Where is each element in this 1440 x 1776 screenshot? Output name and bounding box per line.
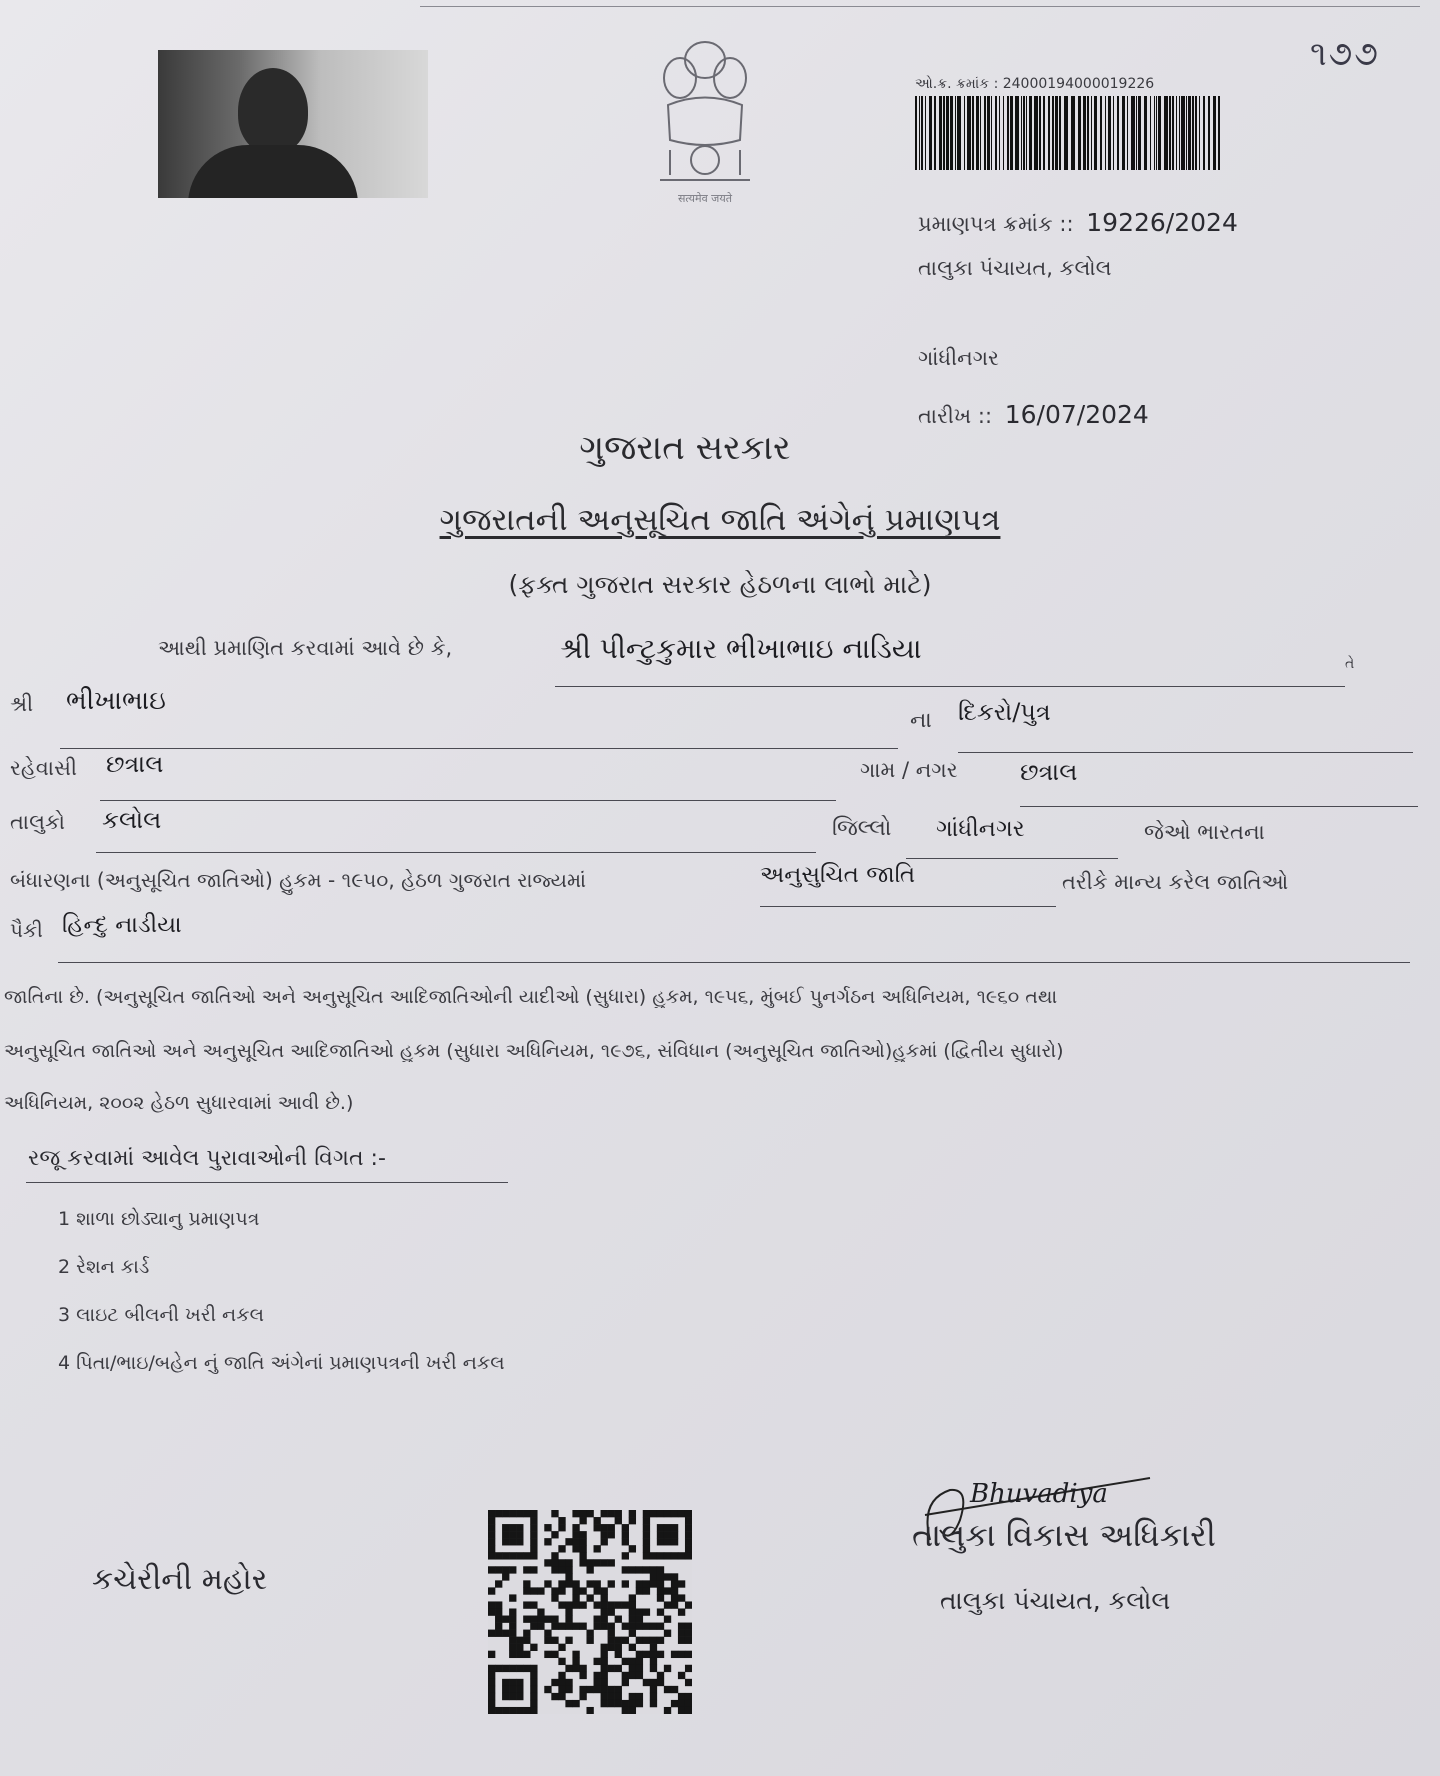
intro-text: આથી પ્રમાણિત કરવામાં આવે છે કે, bbox=[158, 636, 453, 660]
government-title: ગુજરાત સરકાર bbox=[579, 428, 791, 468]
svg-text:Bhuvadiya: Bhuvadiya bbox=[970, 1479, 1108, 1509]
qr-code-icon bbox=[488, 1510, 692, 1714]
category-value: અનુસુચિત જાતિ bbox=[760, 862, 916, 888]
office-seal-label: કચેરીની મહોર bbox=[92, 1562, 268, 1597]
legal-para-line-3: અધિનિયમ, ૨૦૦૨ હેઠળ સુધારવામાં આવી છે.) bbox=[4, 1092, 354, 1114]
certificate-no-label: પ્રમાણપત્ર ક્રમાંક :: bbox=[918, 212, 1074, 236]
taluka-label: તાલુકો bbox=[10, 810, 66, 834]
district-label: જિલ્લો bbox=[832, 816, 892, 841]
evidence-item-1: 1 શાળા છોડ્યાનુ પ્રમાણપત્ર bbox=[58, 1208, 260, 1230]
date-label: તારીખ :: bbox=[918, 404, 993, 428]
taluka-value: કલોલ bbox=[102, 806, 162, 834]
evidence-item-4: 4 પિતા/ભાઇ/બહેન નું જાતિ અંગેનાં પ્રમાણપત્રની ખરી નકલ bbox=[58, 1352, 505, 1374]
evidence-item-2: 2 રેશન કાર્ડ bbox=[58, 1256, 150, 1278]
applicant-name: શ્રી પીન્ટુકુમાર ભીખાભાઇ નાડિયા bbox=[560, 632, 922, 665]
resident-value: છત્રાલ bbox=[106, 750, 164, 778]
relation: દિકરો/પુત્ર bbox=[958, 698, 1051, 726]
barcode-label: ઓ.ક્ર. ક્રમાંક : 24000194000019226 bbox=[915, 76, 1155, 92]
caste-value: હિન્દુ નાડીયા bbox=[62, 912, 182, 938]
issuing-office: તાલુકા પંચાયત, કલોલ bbox=[918, 256, 1112, 280]
evidence-item-3: 3 લાઇટ બીલની ખરી નકલ bbox=[58, 1304, 264, 1326]
issue-date: 16/07/2024 bbox=[1004, 400, 1149, 429]
constitution-text: બંધારણના (અનુસૂચિત જાતિઓ) હુકમ - ૧૯૫૦, હેઠળ ગુજરાત રાજ્યમાં bbox=[10, 868, 586, 892]
barcode-icon bbox=[915, 96, 1225, 170]
page-number-stamp: ૧૭૭ bbox=[1310, 34, 1380, 74]
legal-para-line-2: અનુસૂચિત જાતિઓ અને અનુસૂચિત આદિજાતિઓ હુકમ (સુધારા અધિનિયમ, ૧૯૭૬, સંવિધાન (અનુસૂચિત જાતિઓ)હુકમાં (દ્વિતીય સુધારો) bbox=[4, 1040, 1064, 1062]
emblem-motto: सत्यमेव जयते bbox=[677, 192, 733, 205]
certificate-subtitle: (ફક્ત ગુજરાત સરકાર હેઠળના લાભો માટે) bbox=[508, 570, 932, 599]
te-text: તે bbox=[1345, 656, 1355, 672]
applicant-photo bbox=[158, 50, 428, 198]
father-name: ભીખાભાઇ bbox=[66, 686, 166, 716]
shri-label: શ્રી bbox=[10, 692, 34, 716]
na-label: ના bbox=[910, 708, 932, 733]
village-value: છત્રાલ bbox=[1020, 758, 1078, 786]
certificate-title: ગુજરાતની અનુસૂચિત જાતિ અંગેનું પ્રમાણપત્ર bbox=[439, 502, 1001, 538]
recognized-text: તરીકે માન્ય કરેલ જાતિઓ bbox=[1062, 870, 1289, 894]
top-edge-line bbox=[420, 6, 1420, 7]
village-label: ગામ / નગર bbox=[860, 758, 958, 782]
national-emblem-icon bbox=[640, 30, 770, 210]
paiki-label: પૈકી bbox=[10, 918, 43, 942]
issuing-district: ગાંધીનગર bbox=[918, 346, 999, 370]
officer-title: તાલુકા વિકાસ અધિકારી bbox=[912, 1516, 1216, 1554]
evidence-heading: રજૂ કરવામાં આવેલ પુરાવાઓની વિગત :- bbox=[28, 1146, 386, 1171]
resident-label: રહેવાસી bbox=[10, 756, 78, 780]
district-value: ગાંધીનગર bbox=[936, 816, 1025, 842]
legal-para-line-1: જાતિના છે. (અનુસૂચિત જાતિઓ અને અનુસૂચિત આદિજાતિઓની યાદીઓ (સુધારા) હુકમ, ૧૯૫૬, મુંબઈ પુનર્ગઠન અધિનિયમ, ૧૯૬૦ તથા bbox=[4, 986, 1058, 1008]
certificate-no: 19226/2024 bbox=[1086, 208, 1238, 237]
officer-office: તાલુકા પંચાયત, કલોલ bbox=[940, 1586, 1171, 1615]
bharat-text: જેઓ ભારતના bbox=[1144, 820, 1265, 844]
